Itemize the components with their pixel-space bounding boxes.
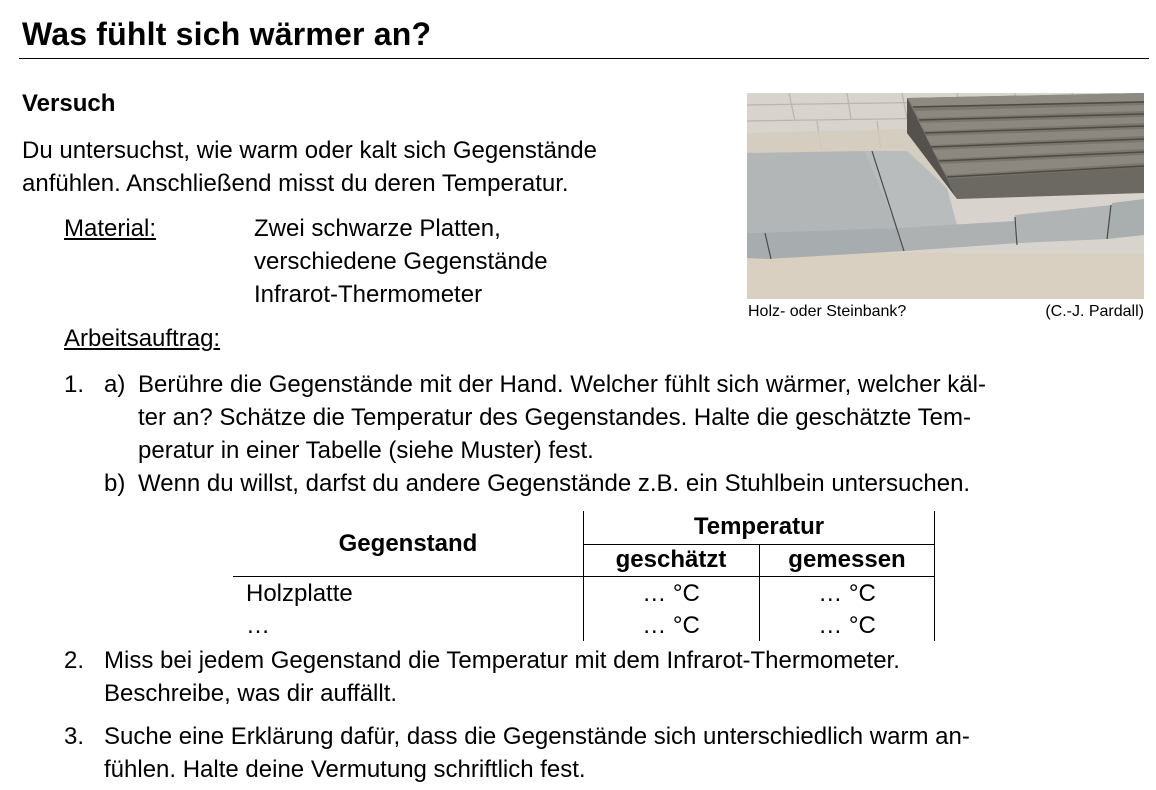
task-line: peratur in einer Tabelle (siehe Muster) fest. [138,437,594,464]
intro-line: anfühlen. Anschließend misst du deren Temperatur. [22,170,569,197]
assignment-label: Arbeitsauftrag: [64,325,221,352]
photo-caption [748,302,1144,322]
task-line: Wenn du willst, darfst du andere Gegenstände z.B. ein Stuhlbein untersuchen. [138,470,971,497]
header-temperature: Temperatur [693,513,825,540]
task-line: Miss bei jedem Gegenstand die Temperatur mit dem Infrarot-Thermometer. [104,647,900,674]
section-heading: Versuch [22,90,116,117]
subtask-label: b) [104,470,126,497]
material-list [254,212,548,311]
header-estimated: geschätzt [615,546,727,573]
task-line: fühlen. Halte deine Vermutung schriftlich fest. [104,756,586,783]
subtask-label: a) [104,371,126,398]
table-cell-estimated: … °C [642,612,700,639]
task-3 [64,720,1144,786]
task-number: 1. [64,371,85,398]
task-line: Suche eine Erklärung dafür, dass die Gegenstände sich unterschiedlich warm an- [104,723,970,750]
intro-text [22,134,722,200]
table-cell-object: … [246,612,270,639]
title-divider [19,58,1149,59]
bench-photo [747,93,1144,299]
table-cell-object: Holzplatte [246,580,353,607]
subtask-a [104,368,1144,467]
subtask-b [104,467,1144,500]
task-line: ter an? Schätze die Temperatur des Gegenstandes. Halte die geschätzte Tem- [138,404,971,431]
header-object: Gegenstand [338,530,478,557]
material-label: Material: [64,215,157,242]
page-title: Was fühlt sich wärmer an? [22,16,432,52]
table-cell-measured: … °C [818,612,876,639]
task-line: Berühre die Gegenstände mit der Hand. Welcher fühlt sich wärmer, welcher käl- [138,371,986,398]
material-item: verschiedene Gegenstände [254,248,548,275]
table-cell-estimated: … °C [642,580,700,607]
bench-image [747,93,1144,299]
caption-text: Holz- oder Steinbank? [748,303,907,320]
task-number: 3. [64,723,85,750]
table-divider [233,576,935,577]
photo-credit: (C.-J. Pardall) [1045,303,1144,320]
task-number: 2. [64,647,85,674]
task-line: Beschreibe, was dir auffällt. [104,680,398,707]
intro-line: Du untersuchst, wie warm oder kalt sich Gegenstände [22,137,597,164]
task-2 [64,644,1144,710]
table-cell-measured: … °C [818,580,876,607]
material-item: Zwei schwarze Platten, [254,215,501,242]
material-item: Infrarot-Thermometer [254,281,483,308]
header-measured: gemessen [788,546,906,573]
